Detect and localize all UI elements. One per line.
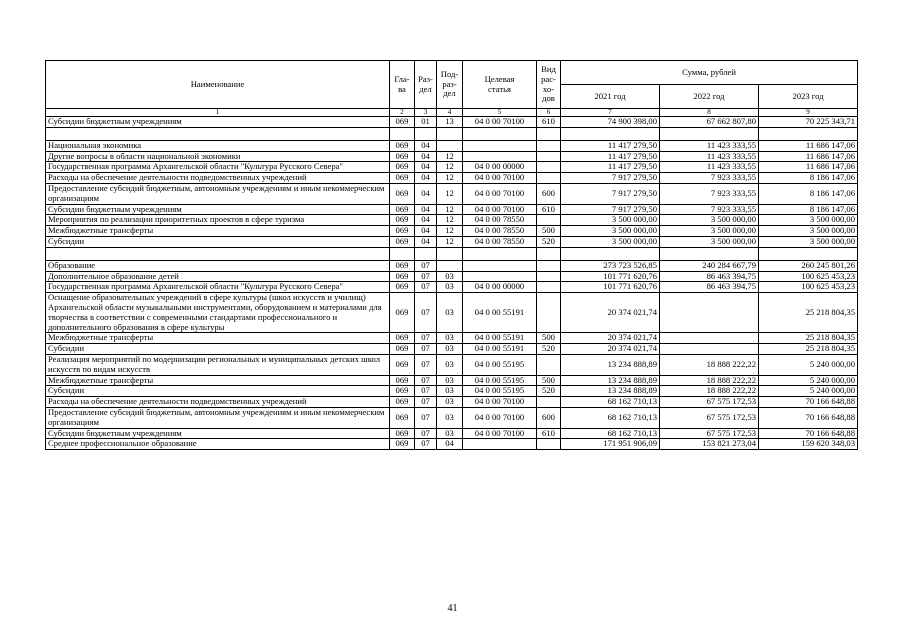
row-expense-type: 600: [537, 407, 561, 428]
row-target: [463, 140, 537, 151]
row-target: 04 0 00 70100: [463, 173, 537, 184]
row-section: 04: [415, 204, 437, 215]
row-amount-2023: 8 186 147,06: [759, 173, 858, 184]
row-section: 04: [415, 236, 437, 247]
row-subsection: 12: [437, 215, 463, 226]
column-number-row: [46, 109, 858, 117]
row-expense-type: 500: [537, 333, 561, 344]
row-chapter: 069: [390, 282, 415, 293]
row-subsection: 12: [437, 204, 463, 215]
row-subsection: 03: [437, 397, 463, 408]
table-row: [46, 282, 858, 293]
row-amount-2021: 68 162 710,13: [561, 397, 660, 408]
row-expense-type: [537, 397, 561, 408]
row-subsection: [437, 140, 463, 151]
row-section: 04: [415, 162, 437, 173]
header-year-2023: 2023 год: [759, 85, 858, 109]
row-subsection: 12: [437, 183, 463, 204]
row-amount-2023: 11 686 147,06: [759, 162, 858, 173]
header-section: Раз- дел: [415, 61, 437, 109]
row-chapter: 069: [390, 354, 415, 375]
column-number: 4: [437, 109, 463, 117]
row-name: Предоставление субсидий бюджетным, автономным учреждениям и иным некоммерческим организациям: [46, 183, 390, 204]
row-name: Расходы на обеспечение деятельности подведомственных учреждений: [46, 397, 390, 408]
row-name: Оснащение образовательных учреждений в сфере культуры (школ искусств и училищ) Архангельской области музыкальными инструментами, оборудованием и материалами для творчества в соответствии с современными стандартами профессионального и дополнительного образования в сфере культуры: [46, 293, 390, 333]
row-amount-2021: 20 374 021,74: [561, 333, 660, 344]
row-chapter: 069: [390, 407, 415, 428]
header-subsection: Под- раз- дел: [437, 61, 463, 109]
row-target: [463, 439, 537, 450]
row-target: [463, 151, 537, 162]
row-chapter: 069: [390, 439, 415, 450]
row-name: Среднее профессиональное образование: [46, 439, 390, 450]
row-amount-2021: 20 374 021,74: [561, 293, 660, 333]
blank-cell: [463, 247, 537, 260]
row-chapter: 069: [390, 260, 415, 271]
row-amount-2023: 70 225 343,71: [759, 117, 858, 128]
row-amount-2022: 18 888 222,22: [660, 386, 759, 397]
table-row: [46, 386, 858, 397]
row-target: 04 0 00 78550: [463, 236, 537, 247]
row-amount-2021: 11 417 279,50: [561, 162, 660, 173]
row-amount-2021: 13 234 888,89: [561, 354, 660, 375]
row-amount-2021: 101 771 620,76: [561, 271, 660, 282]
row-subsection: 03: [437, 333, 463, 344]
row-expense-type: 610: [537, 204, 561, 215]
row-amount-2022: [660, 344, 759, 355]
row-expense-type: [537, 282, 561, 293]
row-name: Субсидии бюджетным учреждениям: [46, 204, 390, 215]
row-amount-2022: 240 284 667,79: [660, 260, 759, 271]
row-name: Государственная программа Архангельской области "Культура Русского Севера": [46, 282, 390, 293]
row-target: 04 0 00 55195: [463, 386, 537, 397]
table-row: [46, 162, 858, 173]
row-section: 07: [415, 397, 437, 408]
row-amount-2022: 67 575 172,53: [660, 397, 759, 408]
row-chapter: 069: [390, 236, 415, 247]
header-year-2022: 2022 год: [660, 85, 759, 109]
row-subsection: 03: [437, 354, 463, 375]
row-section: 07: [415, 439, 437, 450]
row-section: 07: [415, 293, 437, 333]
blank-cell: [537, 127, 561, 140]
column-number: 5: [463, 109, 537, 117]
row-expense-type: 610: [537, 428, 561, 439]
row-name: Реализация мероприятий по модернизации региональных и муниципальных детских школ искусств по видам искусств: [46, 354, 390, 375]
row-amount-2023: 25 218 804,35: [759, 344, 858, 355]
row-section: 07: [415, 282, 437, 293]
row-amount-2021: 68 162 710,13: [561, 407, 660, 428]
row-target: 04 0 00 70100: [463, 407, 537, 428]
table-row: [46, 151, 858, 162]
row-subsection: 03: [437, 293, 463, 333]
header-chapter: Гла- ва: [390, 61, 415, 109]
column-number: 6: [537, 109, 561, 117]
table-row: [46, 428, 858, 439]
row-amount-2023: 3 500 000,00: [759, 236, 858, 247]
row-section: 04: [415, 215, 437, 226]
row-chapter: 069: [390, 428, 415, 439]
header-name: Наименование: [46, 61, 390, 109]
row-amount-2022: 11 423 333,55: [660, 140, 759, 151]
row-subsection: 03: [437, 375, 463, 386]
row-amount-2023: 100 625 453,23: [759, 271, 858, 282]
blank-cell: [415, 247, 437, 260]
row-chapter: 069: [390, 204, 415, 215]
row-amount-2021: 273 723 526,85: [561, 260, 660, 271]
blank-cell: [660, 247, 759, 260]
row-chapter: 069: [390, 183, 415, 204]
row-subsection: 03: [437, 344, 463, 355]
row-amount-2022: [660, 293, 759, 333]
row-expense-type: 600: [537, 183, 561, 204]
table-row: [46, 375, 858, 386]
row-section: 04: [415, 183, 437, 204]
row-amount-2022: 3 500 000,00: [660, 215, 759, 226]
row-section: 07: [415, 375, 437, 386]
row-expense-type: [537, 439, 561, 450]
row-target: [463, 271, 537, 282]
row-name: Дополнительное образование детей: [46, 271, 390, 282]
row-amount-2021: 13 234 888,89: [561, 386, 660, 397]
row-section: 07: [415, 407, 437, 428]
column-number: 8: [660, 109, 759, 117]
table-row: [46, 204, 858, 215]
row-chapter: 069: [390, 140, 415, 151]
row-section: 07: [415, 354, 437, 375]
row-amount-2021: 3 500 000,00: [561, 236, 660, 247]
row-subsection: 12: [437, 151, 463, 162]
row-name: Субсидии: [46, 344, 390, 355]
row-amount-2021: 68 162 710,13: [561, 428, 660, 439]
row-chapter: 069: [390, 375, 415, 386]
row-target: 04 0 00 55191: [463, 293, 537, 333]
row-name: Мероприятия по реализации приоритетных проектов в сфере туризма: [46, 215, 390, 226]
table-row: [46, 173, 858, 184]
row-target: 04 0 00 70100: [463, 117, 537, 128]
row-expense-type: [537, 271, 561, 282]
row-section: 01: [415, 117, 437, 128]
table-row: [46, 226, 858, 237]
row-name: Субсидии: [46, 386, 390, 397]
row-section: 04: [415, 151, 437, 162]
row-chapter: 069: [390, 162, 415, 173]
row-subsection: 12: [437, 226, 463, 237]
row-target: 04 0 00 70100: [463, 204, 537, 215]
row-amount-2021: 101 771 620,76: [561, 282, 660, 293]
blank-cell: [463, 127, 537, 140]
table-row: [46, 260, 858, 271]
blank-cell: [537, 247, 561, 260]
row-subsection: 12: [437, 173, 463, 184]
row-subsection: 03: [437, 386, 463, 397]
row-chapter: 069: [390, 333, 415, 344]
row-amount-2023: 5 240 000,00: [759, 386, 858, 397]
row-name: Субсидии бюджетным учреждениям: [46, 428, 390, 439]
header-year-2021: 2021 год: [561, 85, 660, 109]
row-amount-2022: 18 888 222,22: [660, 375, 759, 386]
row-chapter: 069: [390, 386, 415, 397]
blank-cell: [437, 127, 463, 140]
row-section: 07: [415, 271, 437, 282]
row-chapter: 069: [390, 226, 415, 237]
row-expense-type: 520: [537, 236, 561, 247]
blank-cell: [561, 127, 660, 140]
row-chapter: 069: [390, 293, 415, 333]
row-target: 04 0 00 00000: [463, 282, 537, 293]
row-expense-type: [537, 260, 561, 271]
row-target: 04 0 00 70100: [463, 397, 537, 408]
table-row: [46, 140, 858, 151]
row-amount-2023: 25 218 804,35: [759, 293, 858, 333]
row-subsection: 03: [437, 407, 463, 428]
row-subsection: 12: [437, 162, 463, 173]
row-expense-type: 520: [537, 344, 561, 355]
row-chapter: 069: [390, 271, 415, 282]
page-number: 41: [447, 603, 458, 614]
blank-cell: [759, 247, 858, 260]
row-target: 04 0 00 70100: [463, 428, 537, 439]
row-expense-type: [537, 151, 561, 162]
row-amount-2021: 3 500 000,00: [561, 215, 660, 226]
row-amount-2022: 153 821 273,04: [660, 439, 759, 450]
row-section: 07: [415, 260, 437, 271]
row-subsection: [437, 260, 463, 271]
row-expense-type: 500: [537, 375, 561, 386]
row-expense-type: [537, 162, 561, 173]
row-amount-2022: 7 923 333,55: [660, 183, 759, 204]
table-row: [46, 439, 858, 450]
row-subsection: 04: [437, 439, 463, 450]
table-row: [46, 236, 858, 247]
blank-cell: [46, 247, 390, 260]
column-number: 1: [46, 109, 390, 117]
row-name: Расходы на обеспечение деятельности подведомственных учреждений: [46, 173, 390, 184]
row-name: Национальная экономика: [46, 140, 390, 151]
row-name: Субсидии бюджетным учреждениям: [46, 117, 390, 128]
row-amount-2023: 70 166 648,88: [759, 397, 858, 408]
row-target: 04 0 00 78550: [463, 215, 537, 226]
row-chapter: 069: [390, 397, 415, 408]
header-target: Целевая статья: [463, 61, 537, 109]
blank-cell: [759, 127, 858, 140]
row-expense-type: [537, 173, 561, 184]
row-amount-2021: 171 951 906,09: [561, 439, 660, 450]
row-amount-2021: 7 917 279,50: [561, 204, 660, 215]
column-number: 9: [759, 109, 858, 117]
blank-row: [46, 247, 858, 260]
table-row: [46, 271, 858, 282]
row-subsection: 03: [437, 428, 463, 439]
row-amount-2022: 67 662 807,80: [660, 117, 759, 128]
row-name: Государственная программа Архангельской области "Культура Русского Севера": [46, 162, 390, 173]
row-name: Межбюджетные трансферты: [46, 375, 390, 386]
row-amount-2021: 74 900 398,00: [561, 117, 660, 128]
row-chapter: 069: [390, 173, 415, 184]
row-name: Другие вопросы в области национальной экономики: [46, 151, 390, 162]
column-number: 2: [390, 109, 415, 117]
table-row: [46, 354, 858, 375]
table-row: [46, 293, 858, 333]
row-amount-2023: 11 686 147,06: [759, 151, 858, 162]
row-expense-type: [537, 354, 561, 375]
row-section: 07: [415, 333, 437, 344]
row-amount-2023: 3 500 000,00: [759, 215, 858, 226]
row-target: 04 0 00 55195: [463, 375, 537, 386]
blank-row: [46, 127, 858, 140]
table-row: [46, 117, 858, 128]
blank-cell: [415, 127, 437, 140]
header-amount: Сумма, рублей: [561, 61, 858, 85]
blank-cell: [390, 127, 415, 140]
row-amount-2022: 7 923 333,55: [660, 173, 759, 184]
row-section: 07: [415, 344, 437, 355]
row-subsection: 03: [437, 271, 463, 282]
row-amount-2021: 11 417 279,50: [561, 151, 660, 162]
budget-table: [45, 60, 858, 450]
row-amount-2023: 70 166 648,88: [759, 407, 858, 428]
row-expense-type: 500: [537, 226, 561, 237]
row-expense-type: [537, 140, 561, 151]
row-amount-2021: 20 374 021,74: [561, 344, 660, 355]
row-section: 04: [415, 140, 437, 151]
row-section: 04: [415, 226, 437, 237]
row-name: Межбюджетные трансферты: [46, 226, 390, 237]
row-amount-2023: 25 218 804,35: [759, 333, 858, 344]
row-amount-2021: 13 234 888,89: [561, 375, 660, 386]
row-amount-2023: 5 240 000,00: [759, 375, 858, 386]
row-name: Субсидии: [46, 236, 390, 247]
row-subsection: 12: [437, 236, 463, 247]
row-section: 07: [415, 428, 437, 439]
row-amount-2022: 67 575 172,53: [660, 407, 759, 428]
row-amount-2022: [660, 333, 759, 344]
row-amount-2022: 7 923 333,55: [660, 204, 759, 215]
row-amount-2022: 18 888 222,22: [660, 354, 759, 375]
row-amount-2022: 86 463 394,75: [660, 271, 759, 282]
table-row: [46, 344, 858, 355]
row-subsection: 13: [437, 117, 463, 128]
blank-cell: [390, 247, 415, 260]
row-chapter: 069: [390, 117, 415, 128]
row-target: [463, 260, 537, 271]
row-expense-type: 610: [537, 117, 561, 128]
row-amount-2023: 11 686 147,06: [759, 140, 858, 151]
row-expense-type: [537, 293, 561, 333]
column-number: 3: [415, 109, 437, 117]
row-amount-2022: 3 500 000,00: [660, 226, 759, 237]
blank-cell: [46, 127, 390, 140]
table-row: [46, 333, 858, 344]
table-row: [46, 215, 858, 226]
row-name: Образование: [46, 260, 390, 271]
row-target: 04 0 00 55191: [463, 344, 537, 355]
row-amount-2022: 86 463 394,75: [660, 282, 759, 293]
row-chapter: 069: [390, 151, 415, 162]
row-amount-2021: 11 417 279,50: [561, 140, 660, 151]
blank-cell: [660, 127, 759, 140]
row-chapter: 069: [390, 344, 415, 355]
row-target: 04 0 00 78550: [463, 226, 537, 237]
row-amount-2023: 8 186 147,06: [759, 183, 858, 204]
row-amount-2023: 5 240 000,00: [759, 354, 858, 375]
table-row: [46, 397, 858, 408]
row-amount-2022: 11 423 333,55: [660, 151, 759, 162]
row-amount-2023: 260 245 801,26: [759, 260, 858, 271]
row-amount-2023: 159 620 348,03: [759, 439, 858, 450]
row-amount-2021: 7 917 279,50: [561, 183, 660, 204]
row-amount-2021: 3 500 000,00: [561, 226, 660, 237]
row-amount-2022: 11 423 333,55: [660, 162, 759, 173]
column-number: 7: [561, 109, 660, 117]
row-amount-2023: 8 186 147,06: [759, 204, 858, 215]
row-expense-type: [537, 215, 561, 226]
row-name: Предоставление субсидий бюджетным, автономным учреждениям и иным некоммерческим организациям: [46, 407, 390, 428]
blank-cell: [561, 247, 660, 260]
row-amount-2023: 70 166 648,88: [759, 428, 858, 439]
row-name: Межбюджетные трансферты: [46, 333, 390, 344]
blank-cell: [437, 247, 463, 260]
row-amount-2022: 67 575 172,53: [660, 428, 759, 439]
row-section: 07: [415, 386, 437, 397]
row-amount-2023: 100 625 453,23: [759, 282, 858, 293]
row-section: 04: [415, 173, 437, 184]
row-target: 04 0 00 00000: [463, 162, 537, 173]
row-chapter: 069: [390, 215, 415, 226]
row-amount-2023: 3 500 000,00: [759, 226, 858, 237]
row-target: 04 0 00 70100: [463, 183, 537, 204]
table-row: [46, 183, 858, 204]
row-target: 04 0 00 55191: [463, 333, 537, 344]
row-amount-2021: 7 917 279,50: [561, 173, 660, 184]
row-target: 04 0 00 55195: [463, 354, 537, 375]
row-subsection: 03: [437, 282, 463, 293]
table-row: [46, 407, 858, 428]
row-expense-type: 520: [537, 386, 561, 397]
row-amount-2022: 3 500 000,00: [660, 236, 759, 247]
header-expense-type: Вид рас- хо- дов: [537, 61, 561, 109]
